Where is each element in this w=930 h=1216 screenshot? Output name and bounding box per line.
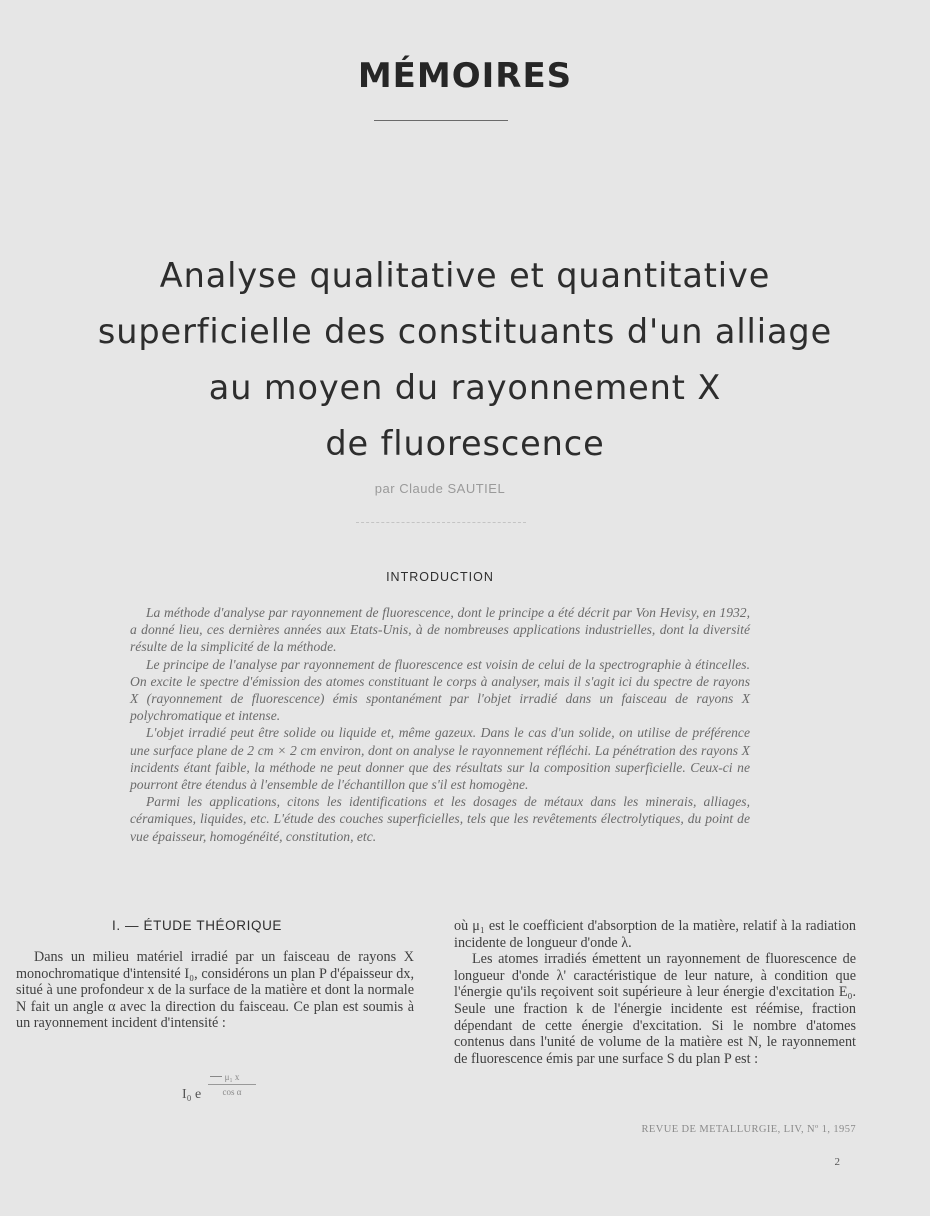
formula-base: I₀ e [182,1087,202,1102]
exponent-denominator: cos α [222,1087,242,1097]
title-line-3: au moyen du rayonnement X [208,368,722,407]
introduction-heading: INTRODUCTION [386,570,494,584]
byline-rule [356,522,526,523]
title-line-4: de fluorescence [325,424,605,463]
heading-rule [374,120,508,121]
body-paragraph: Les atomes irradiés émettent un rayonnement de fluorescence de longueur d'onde λ' caractéristique de leur nature, à condition que l'énergie qu'ils reçoivent soit supérieure à leur énergie d'excitation E₀. Seule une fraction k de l'énergie incidente est réémise, fraction dépendant de cette énergie d'excitation. Si le nombre d'atomes contenus dans l'unité de volume de la matière est N, le rayonnement de fluorescence émis par une surface S du plan P est : [454,951,856,1067]
article-title [40,248,890,472]
intro-paragraph: Parmi les applications, citons les identifications et les dosages de métaux dans les minerais, alliages, céramiques, liquides, etc. L'étude des couches superficielles, tels que les revêtements électrolytiques, du point de vue épaisseur, homogénéité, constitution, etc. [130,794,750,844]
page-number: 2 [834,1156,840,1168]
body-paragraph: Dans un milieu matériel irradié par un faisceau de rayons X monochromatique d'intensité I₀, considérons un plan P d'épaisseur dx, situé à une profondeur x de la surface de la matière et dont la normale N fait un angle α avec la direction du faisceau. Ce plan est soumis à un rayonnement incident d'intensité : [16,949,414,1032]
title-line-1: Analyse qualitative et quantitative [159,256,771,295]
fraction-bar [208,1084,256,1085]
left-column [16,949,414,1032]
right-column [454,918,856,1067]
introduction-text [130,604,750,845]
body-paragraph: où μ₁ est le coefficient d'absorption de la matière, relatif à la radiation incidente de longueur d'onde λ. [454,918,856,951]
intro-paragraph: L'objet irradié peut être solide ou liquide et, même gazeux. Dans le cas d'un solide, on utilise de préférence une surface plane de 2 cm × 2 cm environ, dont on analyse le rayonnement réfléchi. La pénétration des rayons X incidents étant faible, la méthode ne peut donner que des résultats sur la composition superficielle. Ceux-ci ne pourront être étendus à l'ensemble de l'échantillon que s'il est homogène. [130,725,750,793]
title-line-2: superficielle des constituants d'un alliage [97,312,833,351]
exponent-numerator: μ₁ x [224,1072,240,1082]
intensity-formula [182,1072,272,1112]
intro-paragraph: La méthode d'analyse par rayonnement de fluorescence, dont le principe a été décrit par Von Hevisy, en 1932, a donné lieu, ces dernières années aux Etats-Unis, à de nombreuses applications industrielles, dont la diversité résulte de la simplicité de la méthode. [130,605,750,655]
author-byline: par Claude SAUTIEL [374,481,506,496]
section-1-heading: I. — ÉTUDE THÉORIQUE [112,918,283,933]
section-heading: MÉMOIRES [357,56,573,96]
intro-paragraph: Le principe de l'analyse par rayonnement de fluorescence est voisin de celui de la spectrographie à étincelles. On excite le spectre d'émission des atomes constituant le corps à analyser, mais il s'agit ici du spectre de rayons X (rayonnement de fluorescence) émis spontanément par l'objet irradié dans un faisceau de rayons X polychromatique et intense. [130,656,750,724]
formula-exponent [208,1072,256,1097]
journal-reference: REVUE DE METALLURGIE, LIV, Nº 1, 1957 [641,1124,856,1135]
